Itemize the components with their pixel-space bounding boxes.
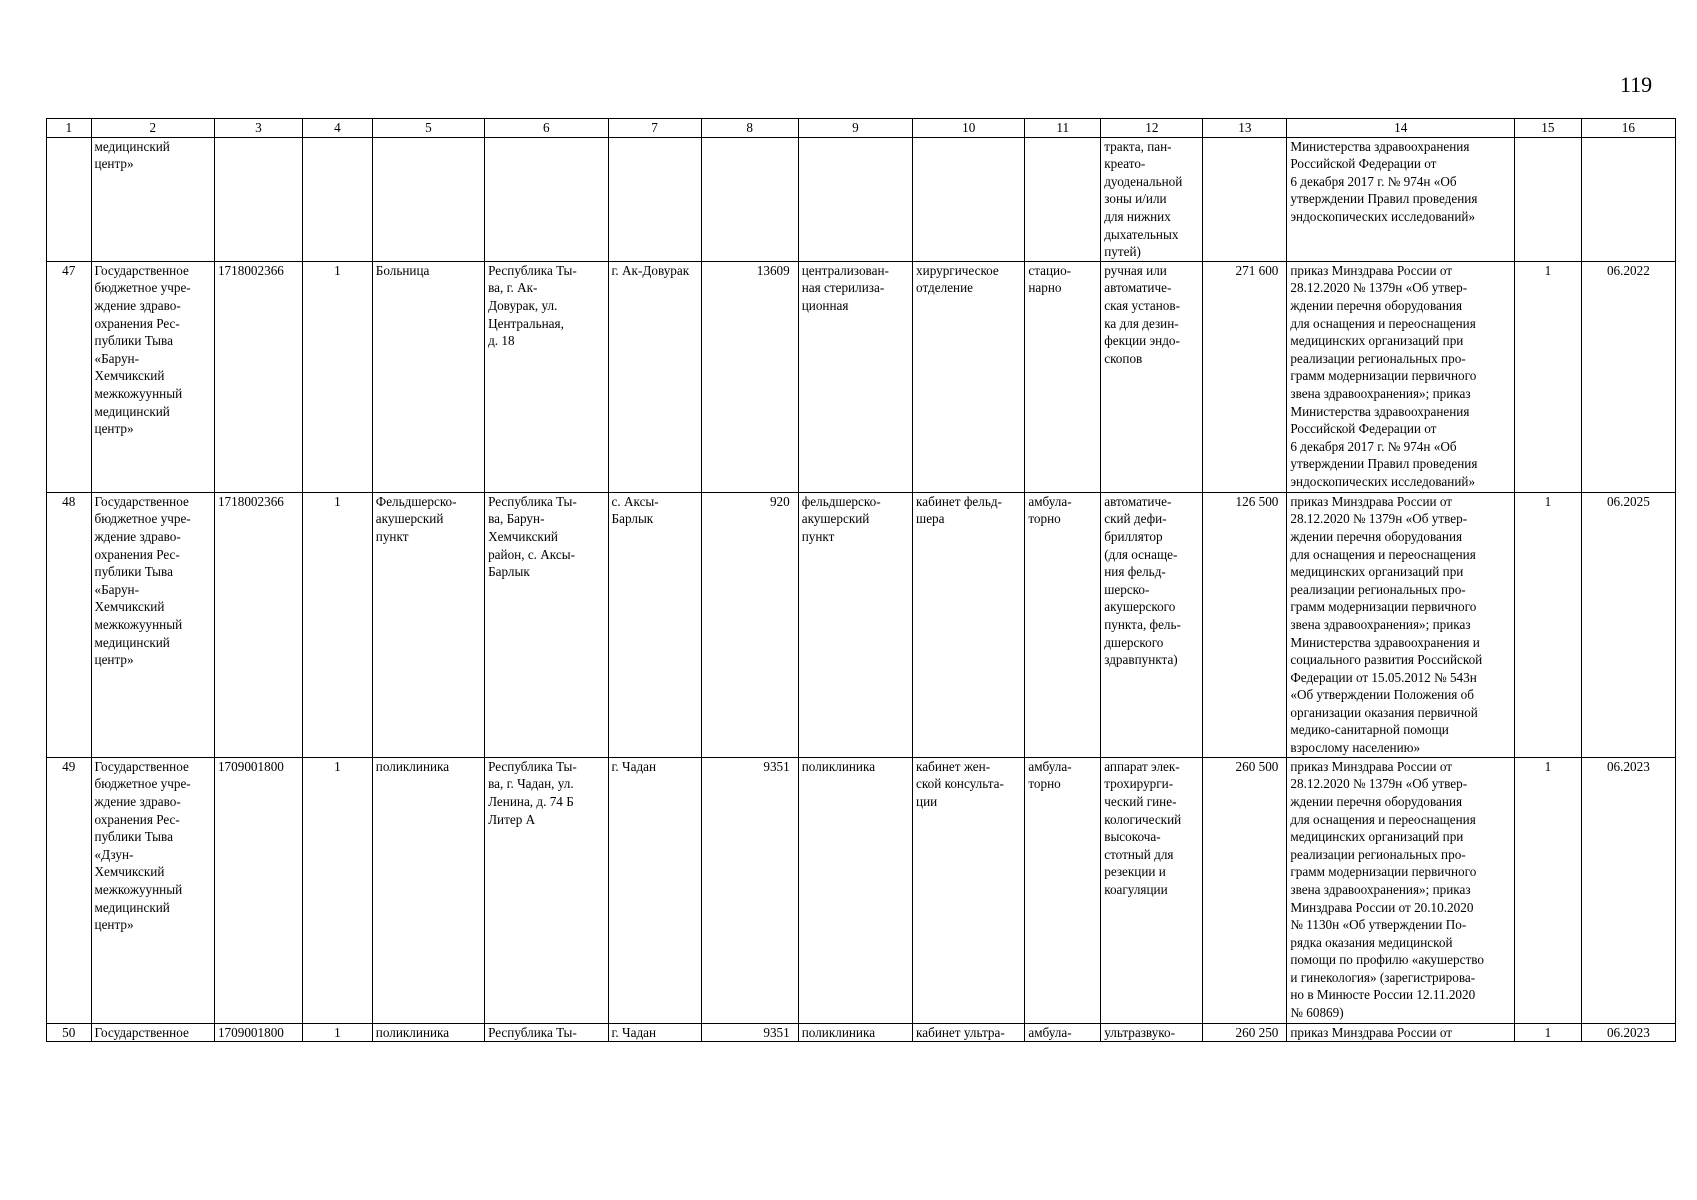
delivery-date: 06.2023 [1581,757,1675,1023]
care-mode: амбула- торно [1025,492,1101,757]
unit-type: поликлиника [798,1023,912,1042]
column-header: 15 [1515,119,1582,138]
locality: с. Аксы- Барлык [608,492,701,757]
department: хирургическое отделение [913,261,1025,492]
column-header: 14 [1287,119,1515,138]
units-count: 1 [1515,757,1582,1023]
address [485,137,608,261]
units-count: 1 [1515,1023,1582,1042]
legal-basis: Министерства здравоохранения Российской Федерации от 6 декабря 2017 г. № 974н «Об утверждении Правил проведения эндоскопических исследований» [1287,137,1515,261]
inn: 1718002366 [214,261,302,492]
column-header: 10 [913,119,1025,138]
column-header: 9 [798,119,912,138]
facility-type: Фельдшерско- акушерский пункт [372,492,484,757]
column-header: 6 [485,119,608,138]
facility-type: поликлиника [372,757,484,1023]
delivery-date: 06.2022 [1581,261,1675,492]
page-number: 119 [1620,72,1653,97]
inn [214,137,302,261]
department [913,137,1025,261]
department: кабинет жен- ской консульта- ции [913,757,1025,1023]
quantity: 1 [302,757,372,1023]
locality: г. Чадан [608,1023,701,1042]
cost: 271 600 [1203,261,1287,492]
units-count: 1 [1515,492,1582,757]
population: 9351 [701,1023,798,1042]
equipment: автоматиче- ский дефи- бриллятор (для оснаще- ния фельд- шерско- акушерского пункта, фель- дшерского здравпункта) [1101,492,1203,757]
equipment: аппарат элек- трохирурги- ческий гине- кологический высокоча- стотный для резекции и коагуляции [1101,757,1203,1023]
population: 920 [701,492,798,757]
legal-basis: приказ Минздрава России от 28.12.2020 № 1379н «Об утвер- ждении перечня оборудования для оснащения и переоснащения медицинских организаций при реализации региональных про- грамм модернизации первичного звена здравоохранения»; приказ Министерства здравоохранения Российской Федерации от 6 декабря 2017 г. № 974н «Об утверждении Правил проведения эндоскопических исследований» [1287,261,1515,492]
department: кабинет ультра- [913,1023,1025,1042]
legal-basis: приказ Минздрава России от [1287,1023,1515,1042]
care-mode: амбула- торно [1025,757,1101,1023]
unit-type: поликлиника [798,757,912,1023]
table-row [47,137,1676,261]
facility-type [372,137,484,261]
inn: 1709001800 [214,757,302,1023]
care-mode [1025,137,1101,261]
quantity: 1 [302,492,372,757]
cost: 260 250 [1203,1023,1287,1042]
column-header: 1 [47,119,92,138]
address: Республика Ты- [485,1023,608,1042]
population [701,137,798,261]
unit-type: централизован- ная стерилиза- ционная [798,261,912,492]
row-number: 48 [47,492,92,757]
population: 13609 [701,261,798,492]
legal-basis: приказ Минздрава России от 28.12.2020 № 1379н «Об утвер- ждении перечня оборудования для оснащения и переоснащения медицинских организаций при реализации региональных про- грамм модернизации первичного звена здравоохранения»; приказ Министерства здравоохранения и социального развития Российской Федерации от 15.05.2012 № 543н «Об утверждении Положения об организации оказания первичной медико-санитарной помощи взрослому населению» [1287,492,1515,757]
unit-type [798,137,912,261]
column-header: 11 [1025,119,1101,138]
cost: 260 500 [1203,757,1287,1023]
table-row [47,1023,1676,1042]
locality [608,137,701,261]
department: кабинет фельд- шера [913,492,1025,757]
organization-name: Государственное бюджетное учре- ждение здраво- охранения Рес- публики Тыва «Барун- Хемчикский межкожуунный медицинский центр» [91,492,214,757]
facility-type: Больница [372,261,484,492]
locality: г. Чадан [608,757,701,1023]
organization-name: Государственное бюджетное учре- ждение здраво- охранения Рес- публики Тыва «Дзун- Хемчикский межкожуунный медицинский центр» [91,757,214,1023]
column-header: 4 [302,119,372,138]
equipment: тракта, пан- креато- дуоденальной зоны и/или для нижних дыхательных путей) [1101,137,1203,261]
column-header: 8 [701,119,798,138]
inn: 1709001800 [214,1023,302,1042]
legal-basis: приказ Минздрава России от 28.12.2020 № 1379н «Об утвер- ждении перечня оборудования для оснащения и переоснащения медицинских организаций при реализации региональных про- грамм модернизации первичного звена здравоохранения»; приказ Минздрава России от 20.10.2020 № 1130н «Об утверждении По- рядка оказания медицинской помощи по профилю «акушерство и гинекология» (зарегистрирова- но в Минюсте России 12.11.2020 № 60869) [1287,757,1515,1023]
column-header: 12 [1101,119,1203,138]
address: Республика Ты- ва, г. Чадан, ул. Ленина, д. 74 Б Литер А [485,757,608,1023]
row-number: 50 [47,1023,92,1042]
quantity: 1 [302,1023,372,1042]
facility-type: поликлиника [372,1023,484,1042]
column-header: 7 [608,119,701,138]
care-mode: стацио- нарно [1025,261,1101,492]
organization-name: Государственное [91,1023,214,1042]
population: 9351 [701,757,798,1023]
care-mode: амбула- [1025,1023,1101,1042]
equipment-table [46,118,1676,1042]
row-number: 49 [47,757,92,1023]
equipment: ультразвуко- [1101,1023,1203,1042]
cost [1203,137,1287,261]
column-header: 3 [214,119,302,138]
row-number [47,137,92,261]
units-count [1515,137,1582,261]
table-row [47,492,1676,757]
quantity: 1 [302,261,372,492]
column-header: 13 [1203,119,1287,138]
locality: г. Ак-Довурак [608,261,701,492]
organization-name: медицинский центр» [91,137,214,261]
unit-type: фельдшерско- акушерский пункт [798,492,912,757]
delivery-date: 06.2023 [1581,1023,1675,1042]
organization-name: Государственное бюджетное учре- ждение здраво- охранения Рес- публики Тыва «Барун- Хемчикский межкожуунный медицинский центр» [91,261,214,492]
header-row [47,119,1676,138]
table-row [47,757,1676,1023]
column-header: 2 [91,119,214,138]
delivery-date [1581,137,1675,261]
inn: 1718002366 [214,492,302,757]
row-number: 47 [47,261,92,492]
units-count: 1 [1515,261,1582,492]
column-header: 5 [372,119,484,138]
table-row [47,261,1676,492]
address: Республика Ты- ва, г. Ак- Довурак, ул. Центральная, д. 18 [485,261,608,492]
quantity [302,137,372,261]
address: Республика Ты- ва, Барун- Хемчикский район, с. Аксы- Барлык [485,492,608,757]
equipment: ручная или автоматиче- ская установ- ка для дезин- фекции эндо- скопов [1101,261,1203,492]
cost: 126 500 [1203,492,1287,757]
column-header: 16 [1581,119,1675,138]
delivery-date: 06.2025 [1581,492,1675,757]
